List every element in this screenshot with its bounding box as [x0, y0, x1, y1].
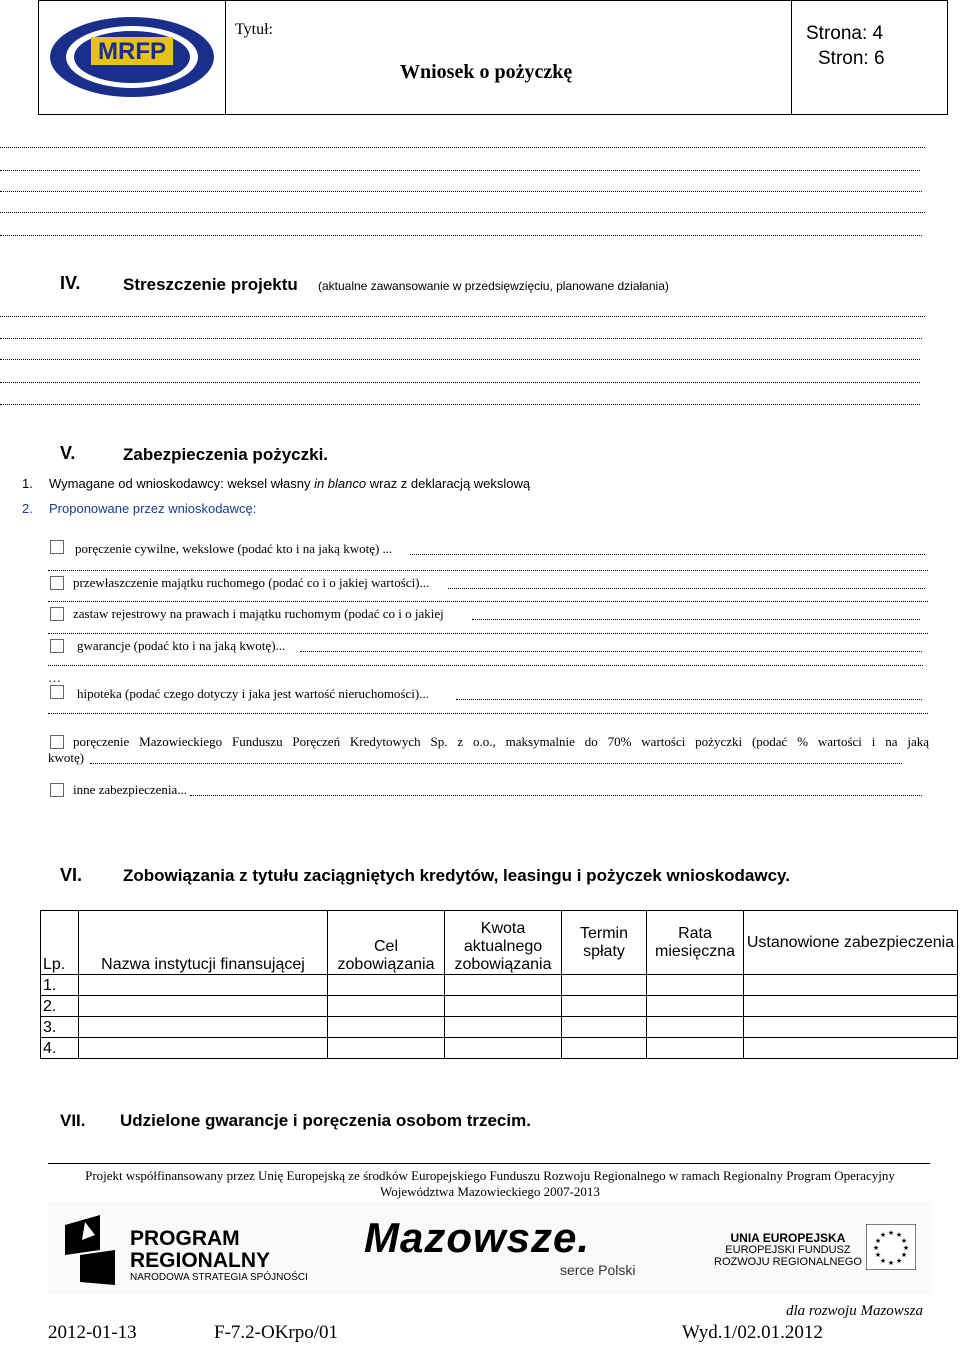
option-checkbox-mortgage[interactable]	[50, 685, 64, 699]
table-header-row	[41, 911, 958, 975]
col-lp: Lp.	[41, 911, 79, 975]
ue-label	[714, 1232, 862, 1268]
logo-cell	[39, 1, 226, 114]
eu-funding-line-2: Województwa Mazowieckiego 2007-2013	[380, 1184, 600, 1199]
option-label-pledge: zastaw rejestrowy na prawach i majątku ruchomym (podać co i o jakiej	[73, 606, 444, 621]
dotted-line	[0, 234, 922, 236]
svg-text:★: ★	[895, 1231, 903, 1239]
item-2-text: Proponowane przez wnioskodawcę:	[49, 501, 257, 516]
dotted-line	[448, 587, 925, 589]
svg-text:★: ★	[874, 1251, 882, 1259]
table-cell[interactable]	[647, 975, 744, 996]
ue-line-3: ROZWOJU REGIONALNEGO	[714, 1256, 862, 1268]
title-label: Tytuł:	[235, 21, 273, 38]
section-vi-number: VI.	[60, 865, 83, 885]
table-cell[interactable]	[328, 1038, 445, 1059]
slogan: dla rozwoju Mazowsza	[786, 1303, 923, 1319]
document-title: Wniosek o pożyczkę	[400, 61, 573, 83]
dotted-line	[0, 190, 922, 192]
svg-text:★: ★	[902, 1244, 910, 1252]
program-regionalny-emblem	[60, 1210, 122, 1288]
table-cell[interactable]	[328, 996, 445, 1017]
section-v-title: Zabezpieczenia pożyczki.	[123, 445, 329, 464]
dotted-line	[48, 569, 928, 571]
table-cell[interactable]	[744, 1038, 958, 1059]
continuation-ellipsis: …	[48, 670, 61, 685]
table-row	[41, 996, 958, 1017]
option-label-mortgage: hipoteka (podać czego dotyczy i jaka jest wartość nieruchomości)...	[77, 686, 429, 701]
eu-flag-icon	[866, 1224, 916, 1270]
page-cell	[791, 1, 947, 114]
option-checkbox-mfpk[interactable]	[50, 735, 64, 749]
table-row	[41, 975, 958, 996]
col-installment: Rata miesięczna	[647, 911, 744, 975]
section-iv-number: IV.	[60, 273, 81, 293]
table-cell[interactable]	[744, 975, 958, 996]
dotted-line	[0, 403, 920, 405]
footer-code: F-7.2-OKrpo/01	[214, 1322, 339, 1343]
svg-text:★: ★	[887, 1259, 895, 1267]
table-row	[41, 1038, 958, 1059]
dotted-line	[48, 712, 928, 714]
dotted-line	[0, 315, 925, 317]
option-checkbox-civil[interactable]	[50, 540, 64, 554]
row-number: 1.	[41, 975, 79, 996]
table-cell[interactable]	[79, 1017, 328, 1038]
svg-text:★: ★	[879, 1231, 887, 1239]
table-cell[interactable]	[79, 1038, 328, 1059]
table-cell[interactable]	[328, 1017, 445, 1038]
dotted-line	[456, 698, 922, 700]
col-purpose: Cel zobowiązania	[328, 911, 445, 975]
col-term: Termin spłaty	[562, 911, 647, 975]
footer-version: Wyd.1/02.01.2012	[682, 1322, 823, 1343]
svg-text:★: ★	[874, 1237, 882, 1245]
row-number: 4.	[41, 1038, 79, 1059]
dotted-line	[0, 358, 920, 360]
table-cell[interactable]	[647, 1017, 744, 1038]
program-label	[130, 1228, 270, 1272]
dotted-line	[190, 794, 922, 796]
logo-strip	[48, 1202, 932, 1294]
mrfp-logo	[39, 1, 225, 114]
option-checkbox-guarantee[interactable]	[50, 639, 64, 653]
dotted-line	[0, 337, 922, 339]
page-count: Stron: 6	[818, 48, 885, 69]
row-number: 3.	[41, 1017, 79, 1038]
table-cell[interactable]	[744, 1017, 958, 1038]
svg-text:★: ★	[895, 1257, 903, 1265]
section-v-number: V.	[60, 443, 76, 463]
table-cell[interactable]	[562, 996, 647, 1017]
section-iv-note: (aktualne zawansowanie w przedsięwzięciu, planowane działania)	[318, 279, 669, 293]
table-cell[interactable]	[79, 975, 328, 996]
table-cell[interactable]	[647, 996, 744, 1017]
svg-text:★: ★	[872, 1244, 880, 1252]
table-cell[interactable]	[744, 996, 958, 1017]
mazowsze-logo: Mazowsze.	[364, 1214, 591, 1261]
option-label-civil: poręczenie cywilne, wekslowe (podać kto i na jaką kwotę) ...	[75, 541, 393, 556]
svg-text:★: ★	[900, 1237, 908, 1245]
table-cell[interactable]	[562, 1038, 647, 1059]
dotted-line	[410, 553, 925, 555]
table-row	[41, 1017, 958, 1038]
col-amount: Kwota aktualnego zobowiązania	[445, 911, 562, 975]
title-cell	[225, 1, 792, 114]
mazowsze-subtitle: serce Polski	[560, 1262, 636, 1278]
program-line-2: REGIONALNY	[130, 1249, 271, 1272]
option-checkbox-transfer[interactable]	[50, 576, 64, 590]
ue-line-2: EUROPEJSKI FUNDUSZ	[725, 1244, 851, 1256]
dotted-line	[0, 381, 920, 383]
section-vii-number: VII.	[60, 1111, 86, 1130]
ue-line-1: UNIA EUROPEJSKA	[730, 1231, 846, 1245]
dotted-line	[472, 618, 920, 620]
item-1-italic: in blanco	[314, 476, 367, 491]
row-number: 2.	[41, 996, 79, 1017]
program-line-1: PROGRAM	[130, 1227, 240, 1250]
footer-date: 2012-01-13	[48, 1322, 137, 1343]
eu-funding-line-1: Projekt współfinansowany przez Unię Europejską ze środków Europejskiego Funduszu Rozwoju Regionalnego w ramach Regionalny Program Operacyjny	[85, 1168, 895, 1183]
option-checkbox-other[interactable]	[50, 783, 64, 797]
document-header	[38, 0, 948, 115]
option-checkbox-pledge[interactable]	[50, 607, 64, 621]
dotted-line	[48, 632, 928, 634]
dotted-line	[48, 664, 923, 666]
table-cell[interactable]	[328, 975, 445, 996]
section-iv-title: Streszczenie projektu	[123, 275, 298, 294]
logo-text: MRFP	[98, 38, 166, 65]
dotted-line	[48, 600, 928, 602]
option-label-mfpk-cont: kwotę)	[48, 750, 85, 765]
table-cell[interactable]	[79, 996, 328, 1017]
table-cell[interactable]	[647, 1038, 744, 1059]
item-1-main: Wymagane od wnioskodawcy: weksel własny	[49, 476, 311, 491]
table-cell[interactable]	[445, 996, 562, 1017]
table-cell[interactable]	[445, 1017, 562, 1038]
item-1-text	[49, 476, 530, 491]
option-label-mfpk: poręczenie Mazowieckiego Funduszu Poręczeń Kredytowych Sp. z o.o., maksymalnie do 70% wartości pożyczki (podać % wartości i na jaką	[73, 734, 929, 749]
section-vii-title: Udzielone gwarancje i poręczenia osobom trzecim.	[120, 1111, 531, 1130]
table-cell[interactable]	[562, 1017, 647, 1038]
option-label-other: inne zabezpieczenia...	[73, 782, 188, 797]
col-collateral: Ustanowione zabezpieczenia	[744, 911, 958, 975]
program-line-3: NARODOWA STRATEGIA SPÓJNOŚCI	[130, 1272, 308, 1283]
footer-rule	[48, 1163, 930, 1164]
item-1-tail: wraz z deklaracją wekslową	[369, 476, 531, 491]
svg-text:★: ★	[900, 1251, 908, 1259]
svg-text:★: ★	[879, 1257, 887, 1265]
dotted-line	[0, 146, 925, 148]
dotted-line	[300, 650, 922, 652]
dotted-line	[90, 762, 902, 764]
svg-text:★: ★	[887, 1229, 895, 1237]
page-number: Strona: 4	[806, 23, 884, 44]
table-cell[interactable]	[445, 1038, 562, 1059]
dotted-line	[0, 211, 925, 213]
col-institution: Nazwa instytucji finansującej	[79, 911, 328, 975]
loans-table	[40, 910, 958, 1059]
table-cell[interactable]	[562, 975, 647, 996]
option-label-guarantee: gwarancje (podać kto i na jaką kwotę)...	[77, 638, 286, 653]
section-vi-title: Zobowiązania z tytułu zaciągniętych kredytów, leasingu i pożyczek wnioskodawcy.	[123, 866, 790, 885]
option-label-transfer: przewłaszczenie majątku ruchomego (podać co i o jakiej wartości)...	[73, 575, 430, 590]
dotted-line	[0, 169, 920, 171]
item-1-number: 1.	[22, 476, 33, 491]
table-cell[interactable]	[445, 975, 562, 996]
item-2-number: 2.	[22, 501, 33, 516]
